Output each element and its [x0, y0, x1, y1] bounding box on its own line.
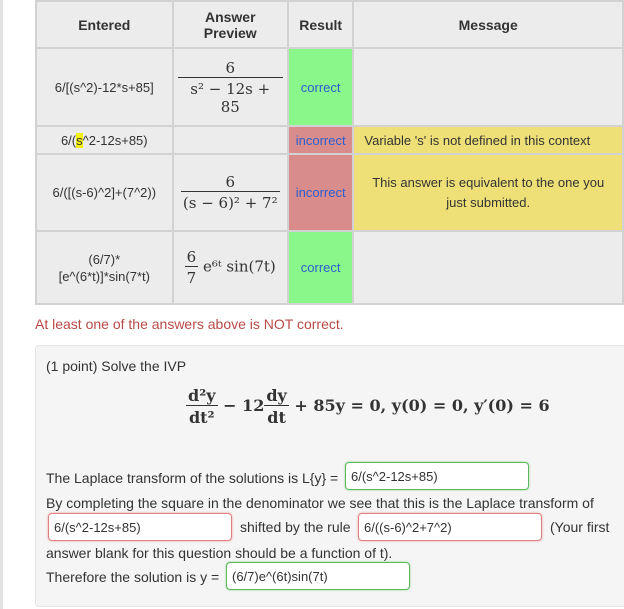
- preview-fraction: [185, 248, 199, 287]
- header-preview-line2: Preview: [203, 24, 257, 41]
- solution-label: Therefore the solution is y =: [46, 569, 220, 585]
- message-cell: [354, 232, 622, 303]
- entered-cell: 6/[(s^2)-12*s+85]: [37, 49, 172, 125]
- eq-denominator: dt²: [186, 405, 218, 427]
- header-preview-line1: Answer: [204, 8, 256, 25]
- preview-denominator: 7: [185, 266, 199, 287]
- preview-denominator: (s − 6)² + 7²: [181, 191, 280, 212]
- entered-highlight: s: [76, 132, 83, 148]
- problem-panel: [35, 345, 624, 607]
- preview-cell: [174, 127, 287, 153]
- result-cell: incorrect: [289, 155, 353, 230]
- header-result: Result: [289, 2, 353, 47]
- laplace-label: The Laplace transform of the solutions is L{y} =: [46, 470, 339, 486]
- eq-rest: + 85y = 0, y(0) = 0, y′(0) = 6: [294, 396, 550, 415]
- entered-line2: [e^(6*t)]*sin(7*t): [58, 268, 150, 284]
- entered-post: ^2-12s+85): [82, 132, 148, 148]
- table-row: [37, 155, 622, 230]
- header-answer-preview: [174, 2, 287, 47]
- incorrect-notice: At least one of the answers above is NOT correct.: [35, 316, 344, 332]
- message-cell: [354, 49, 622, 125]
- preview-numerator: 6: [225, 173, 236, 191]
- message-cell: [354, 127, 622, 153]
- preview-numerator: 6: [225, 58, 236, 77]
- header-entered: Entered: [37, 2, 172, 47]
- answer-field-2[interactable]: 6/(s^2-12s+85): [48, 513, 232, 541]
- entered-cell: [37, 127, 172, 153]
- preview-cell: [174, 232, 287, 303]
- result-cell: incorrect: [289, 127, 353, 153]
- entered-pre: 6/(: [60, 132, 77, 148]
- entered-cell: [37, 232, 172, 303]
- message-text: Variable 's' is not defined in this context: [364, 132, 591, 148]
- header-message: Message: [354, 2, 622, 47]
- table-row: [37, 232, 622, 303]
- preview-denominator: s² − 12s + 85: [178, 77, 283, 116]
- eq-fraction-d2y: [186, 386, 218, 427]
- completing-square-text: By completing the square in the denominator we see that this is the Laplace transform of: [46, 495, 594, 511]
- preview-fraction: [178, 59, 283, 116]
- your-first-text: (Your first: [550, 519, 610, 535]
- result-cell: correct: [289, 49, 353, 125]
- message-cell: This answer is equivalent to the one you just submitted.: [354, 155, 622, 230]
- results-table: [35, 0, 624, 305]
- preview-cell: [174, 155, 287, 230]
- entered-cell: 6/([(s-6)^2]+(7^2)): [37, 155, 172, 230]
- preview-fraction: [181, 173, 280, 212]
- entered-line1: (6/7)*: [88, 251, 121, 267]
- problem-intro: (1 point) Solve the IVP: [46, 358, 187, 374]
- eq-fraction-dy: [264, 386, 288, 427]
- preview-numerator: 6: [186, 248, 197, 266]
- answer-field-1[interactable]: 6/(s^2-12s+85): [345, 462, 529, 490]
- table-row: [37, 49, 622, 125]
- eq-denominator: dt: [264, 405, 288, 427]
- result-cell: correct: [289, 232, 353, 303]
- eq-numerator: d²y: [188, 386, 216, 405]
- answer-field-3[interactable]: 6/((s-6)^2+7^2): [358, 513, 542, 541]
- preview-rest: e⁶ᵗ sin(7t): [203, 257, 276, 276]
- left-edge: [0, 0, 3, 609]
- answer-field-4[interactable]: (6/7)e^(6t)sin(7t): [226, 562, 410, 590]
- function-of-t-text: answer blank for this question should be a function of t).: [46, 545, 393, 561]
- shifted-label: shifted by the rule: [240, 519, 351, 535]
- eq-numerator: dy: [266, 386, 287, 405]
- preview-cell: [174, 49, 287, 125]
- table-row: [37, 127, 622, 153]
- ivp-equation: [186, 386, 550, 427]
- table-header-row: [37, 2, 622, 47]
- eq-mid: − 12: [223, 396, 265, 415]
